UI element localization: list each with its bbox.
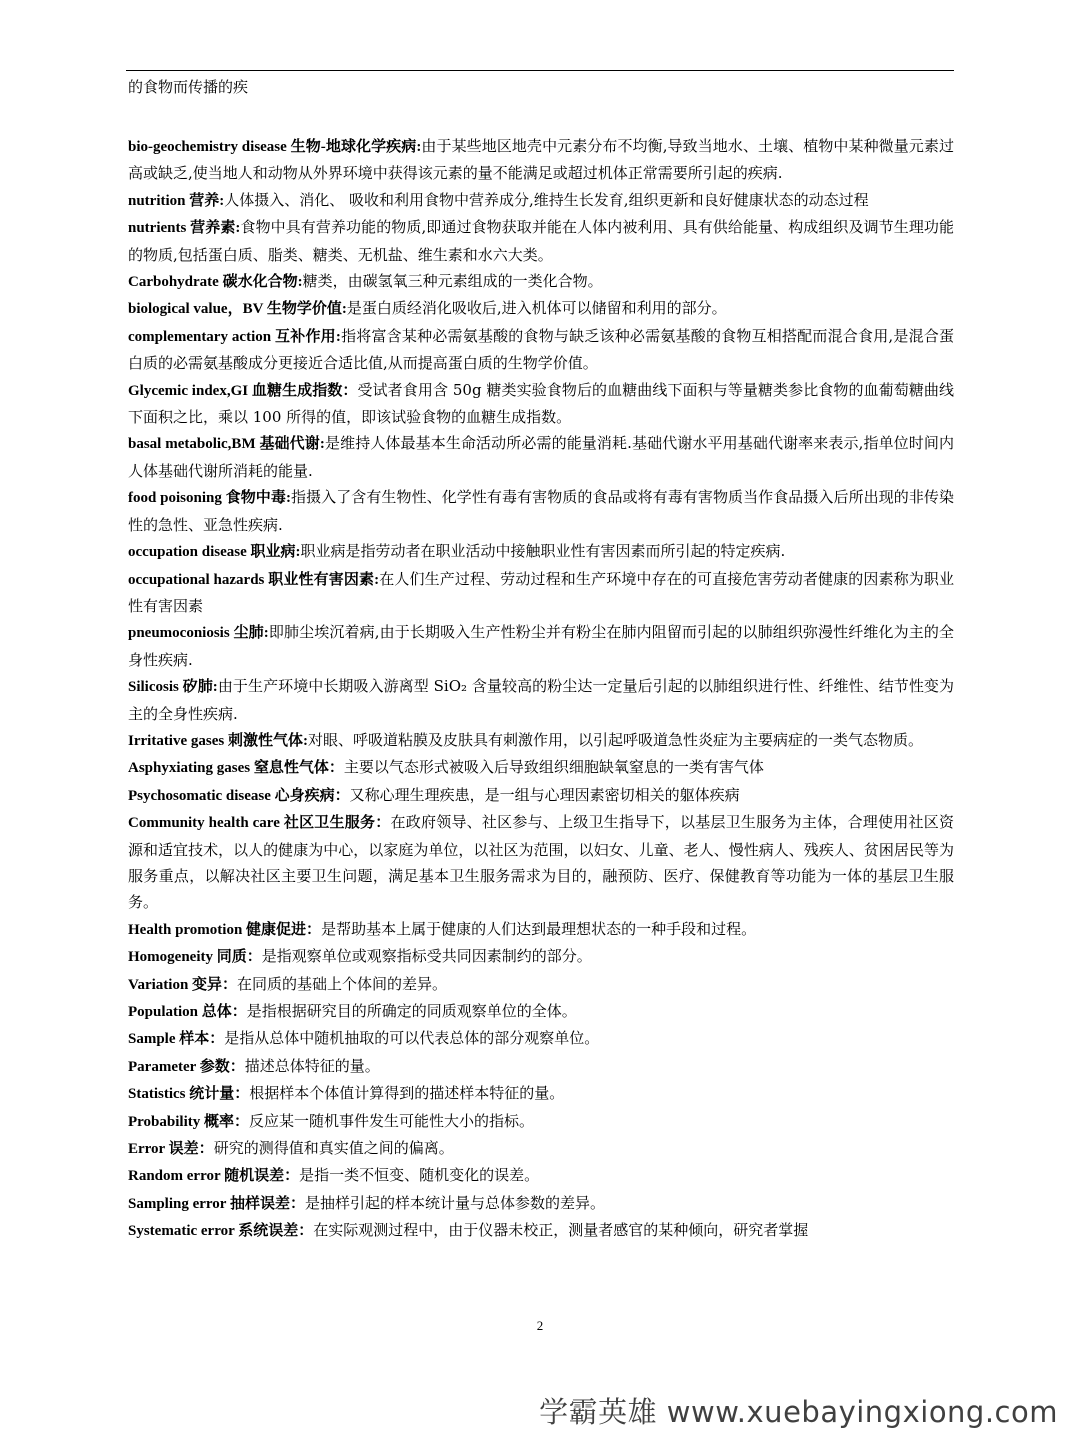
entry-term: Carbohydrate 碳水化合物:	[128, 274, 303, 291]
entry-term: biological value，BV 生物学价值:	[128, 301, 347, 318]
glossary-entry	[128, 566, 954, 620]
entry-definition: 对眼、呼吸道粘膜及皮肤具有刺激作用，以引起呼吸道急性炎症为主要病症的一类气态物质。	[307, 730, 923, 749]
entry-term: Statistics 统计量：	[128, 1086, 250, 1103]
entry-definition: 由于生产环境中长期吸入游离型 SiO₂ 含量较高的粉尘达一定量后引起的以肺组织进行性、纤维性、结节性变为主的全身性疾病.	[128, 677, 954, 723]
glossary-entry	[128, 971, 954, 998]
glossary-entry	[128, 484, 954, 538]
glossary-entry	[128, 1025, 954, 1052]
glossary-entry	[128, 1053, 954, 1080]
entry-term: food poisoning 食物中毒:	[128, 490, 291, 507]
glossary-entry	[128, 943, 954, 970]
glossary-content	[128, 133, 954, 1245]
entry-definition: 是指观察单位或观察指标受共同因素制约的部分。	[261, 947, 592, 966]
entry-definition: 即肺尘埃沉着病,由于长期吸入生产性粉尘并有粉尘在肺内阻留而引起的以肺组织弥漫性纤维化为主的全身性疾病.	[128, 623, 954, 669]
entry-definition: 在人们生产过程、劳动过程和生产环境中存在的可直接危害劳动者健康的因素称为职业性有害因素	[128, 569, 954, 615]
entry-definition: 指摄入了含有生物性、化学性有毒有害物质的食品或将有毒有害物质当作食品摄入后所出现的非传染性的急性、亚急性疾病.	[128, 488, 954, 534]
entry-definition: 是指一类不恒变、随机变化的误差。	[299, 1166, 540, 1185]
entry-definition: 研究的测得值和真实值之间的偏离。	[213, 1139, 454, 1158]
entry-term: Psychosomatic disease 心身疾病：	[128, 787, 350, 804]
entry-term: Asphyxiating gases 窒息性气体：	[128, 760, 344, 777]
entry-term: Irritative gases 刺激性气体:	[128, 732, 308, 749]
glossary-entry	[128, 809, 954, 916]
glossary-entry	[128, 295, 954, 322]
glossary-entry	[128, 754, 954, 781]
entry-term: bio-geochemistry disease 生物-地球化学疾病:	[128, 139, 422, 155]
entry-term: Random error 随机误差：	[128, 1168, 300, 1185]
entry-definition: 是指根据研究目的所确定的同质观察单位的全体。	[246, 1002, 577, 1020]
entry-definition: 根据样本个体值计算得到的描述样本特征的量。	[249, 1084, 565, 1103]
entry-definition: 是帮助基本上属于健康的人们达到最理想状态的一种手段和过程。	[321, 919, 757, 938]
entry-definition: 是抽样引起的样本统计量与总体参数的差异。	[304, 1193, 605, 1212]
entry-definition: 是维持人体最基本生命活动所必需的能量消耗.基础代谢水平用基础代谢率来表示,指单位时间内人体基础代谢所消耗的能量.	[128, 434, 954, 480]
glossary-entry	[128, 377, 954, 431]
glossary-entry	[128, 1080, 954, 1107]
glossary-entry	[128, 916, 954, 943]
glossary-entry	[128, 1108, 954, 1135]
glossary-entry	[128, 323, 954, 377]
entry-term: Silicosis 矽肺:	[128, 679, 218, 696]
glossary-entry	[128, 1217, 954, 1244]
glossary-entry	[128, 1190, 954, 1217]
entry-definition: 糖类，由碳氢氧三种元素组成的一类化合物。	[302, 272, 603, 291]
entry-definition: 指将富含某种必需氨基酸的食物与缺乏该种必需氨基酸的食物互相搭配而混合食用,是混合蛋白质的必需氨基酸成分更接近合适比值,从而提高蛋白质的生物学价值。	[128, 326, 954, 373]
entry-term: Homogeneity 同质：	[128, 949, 262, 966]
glossary-entry	[128, 727, 954, 754]
entry-definition: 食物中具有营养功能的物质,即通过食物获取并能在人体内被利用、具有供给能量、构成组织及调节生理功能的物质,包括蛋白质、脂类、糖类、无机盐、维生素和水六大类。	[128, 218, 954, 264]
entry-definition: 在同质的基础上个体间的差异。	[237, 974, 448, 993]
glossary-entry	[128, 673, 954, 727]
entry-definition: 在政府领导、社区参与、上级卫生指导下，以基层卫生服务为主体，合理使用社区资源和适宜技术，以人的健康为中心，以家庭为单位，以社区为范围，以妇女、儿童、老人、慢性病人、残疾人、贫困居民等为服务重点，以解决社区主要卫生问题，满足基本卫生服务需求为目的，融预防、医疗、保健教育等功能为一体的基层卫生服务。	[128, 813, 954, 912]
glossary-entry	[128, 268, 954, 295]
glossary-entry	[128, 1162, 954, 1189]
entry-term: pneumoconiosis 尘肺:	[128, 625, 269, 642]
glossary-entry	[128, 1135, 954, 1162]
entry-term: Health promotion 健康促进：	[128, 921, 322, 938]
entry-term: Community health care 社区卫生服务：	[128, 815, 391, 832]
entry-term: complementary action 互补作用:	[128, 328, 341, 345]
glossary-entry	[128, 430, 954, 484]
entry-definition: 是指从总体中随机抽取的可以代表总体的部分观察单位。	[224, 1029, 600, 1048]
entry-term: basal metabolic,BM 基础代谢:	[128, 436, 325, 453]
entry-term: occupational hazards 职业性有害因素:	[128, 571, 380, 588]
entry-definition: 人体摄入、消化、 吸收和利用食物中营养成分,维持生长发育,组织更新和良好健康状态的动态过程	[224, 190, 869, 209]
page-number: 2	[536, 1318, 544, 1333]
entry-term: Sampling error 抽样误差：	[128, 1195, 305, 1212]
glossary-entry	[128, 998, 954, 1025]
entry-term: nutrients 营养素:	[128, 220, 241, 237]
glossary-entry	[128, 782, 954, 809]
entry-definition: 描述总体特征的量。	[244, 1056, 380, 1075]
glossary-entry	[128, 187, 954, 214]
site-watermark: 学霸英雄 www.xuebayingxiong.com	[539, 1395, 1058, 1429]
entry-term: Population 总体：	[128, 1004, 247, 1020]
entry-definition: 是蛋白质经消化吸收后,进入机体可以储留和利用的部分。	[346, 299, 727, 318]
glossary-entry	[128, 619, 954, 673]
entry-definition: 由于某些地区地壳中元素分布不均衡,导致当地水、土壤、植物中某种微量元素过高或缺乏,使当地人和动物从外界环境中获得该元素的量不能满足或超过机体正常需要所引起的疾病.	[128, 137, 954, 183]
entry-definition: 职业病是指劳动者在职业活动中接触职业性有害因素而所引起的特定疾病.	[300, 542, 786, 561]
glossary-entry	[128, 538, 954, 565]
entry-definition: 又称心理生理疾患，是一组与心理因素密切相关的躯体疾病	[349, 785, 740, 804]
entry-term: Variation 变异：	[128, 976, 238, 993]
header-text: 的食物而传播的疾	[128, 78, 249, 96]
entry-term: Sample 样本：	[128, 1031, 225, 1048]
entry-term: Error 误差：	[128, 1141, 214, 1158]
entry-term: occupation disease 职业病:	[128, 544, 301, 561]
entry-term: Glycemic index,GI 血糖生成指数：	[128, 382, 358, 399]
entry-term: Systematic error 系统误差：	[128, 1223, 314, 1240]
header-rule	[126, 70, 954, 71]
entry-term: Probability 概率：	[128, 1113, 249, 1130]
entry-definition: 受试者食用含 50g 糖类实验食物后的血糖曲线下面积与等量糖类参比食物的血葡萄糖曲线下面积之比，乘以 100 所得的值，即该试验食物的血糖生成指数。	[128, 380, 954, 427]
glossary-entry	[128, 214, 954, 268]
entry-definition: 反应某一随机事件发生可能性大小的指标。	[248, 1111, 534, 1130]
entry-definition: 主要以气态形式被吸入后导致组织细胞缺氧窒息的一类有害气体	[343, 758, 764, 777]
entry-term: Parameter 参数：	[128, 1058, 245, 1075]
entry-term: nutrition 营养:	[128, 192, 225, 209]
glossary-entry	[128, 133, 954, 187]
entry-definition: 在实际观测过程中，由于仪器未校正，测量者感官的某种倾向，研究者掌握	[313, 1221, 809, 1240]
